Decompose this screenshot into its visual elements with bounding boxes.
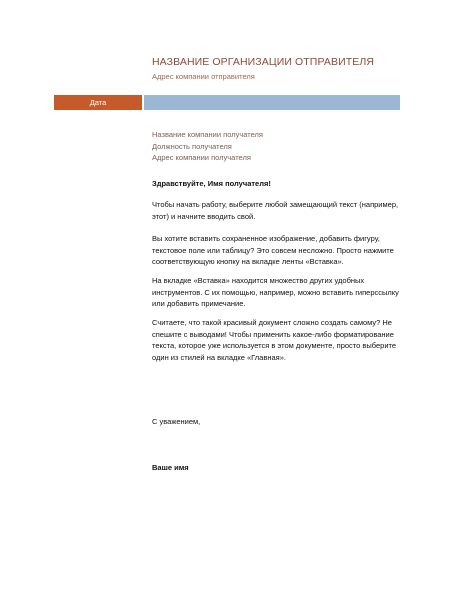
letter-greeting[interactable]: Здравствуйте, Имя получателя! bbox=[152, 179, 271, 188]
recipient-address[interactable]: Адрес компании получателя bbox=[152, 153, 251, 162]
letter-paragraph[interactable]: Чтобы начать работу, выберите любой замещающий текст (например, этот) и начните вводить свой. bbox=[152, 200, 399, 221]
sender-address[interactable]: Адрес компании отправителя bbox=[152, 72, 255, 81]
letter-signature[interactable]: Ваше имя bbox=[152, 463, 189, 472]
recipient-company[interactable]: Название компании получателя bbox=[152, 130, 263, 139]
sender-organization-name[interactable]: НАЗВАНИЕ ОРГАНИЗАЦИИ ОТПРАВИТЕЛЯ bbox=[152, 56, 375, 68]
letter-paragraph[interactable]: На вкладке «Вставка» находится множество других удобных инструментов. С их помощью, например, можно вставить гиперссылку или добавить примечание. bbox=[152, 276, 399, 309]
letter-paragraph[interactable]: Считаете, что такой красивый документ сложно создать самому? Не спешите с выводами! Чтобы применить какое-либо форматирование текста, которое уже используется в этом документе, просто выберите один из стилей на вкладке «Главная». bbox=[152, 318, 397, 362]
date-bar bbox=[54, 95, 400, 110]
letter-closing[interactable]: С уважением, bbox=[152, 417, 201, 426]
date-field[interactable]: Дата bbox=[54, 95, 142, 110]
decorative-stripe bbox=[144, 95, 400, 110]
letter-paragraph[interactable]: Вы хотите вставить сохраненное изображение, добавить фигуру, текстовое поле или таблицу? Это совсем несложно. Просто нажмите соответствующую кнопку на вкладке ленты «Вставка». bbox=[152, 234, 394, 267]
recipient-block bbox=[152, 129, 263, 164]
recipient-position[interactable]: Должность получателя bbox=[152, 141, 232, 151]
